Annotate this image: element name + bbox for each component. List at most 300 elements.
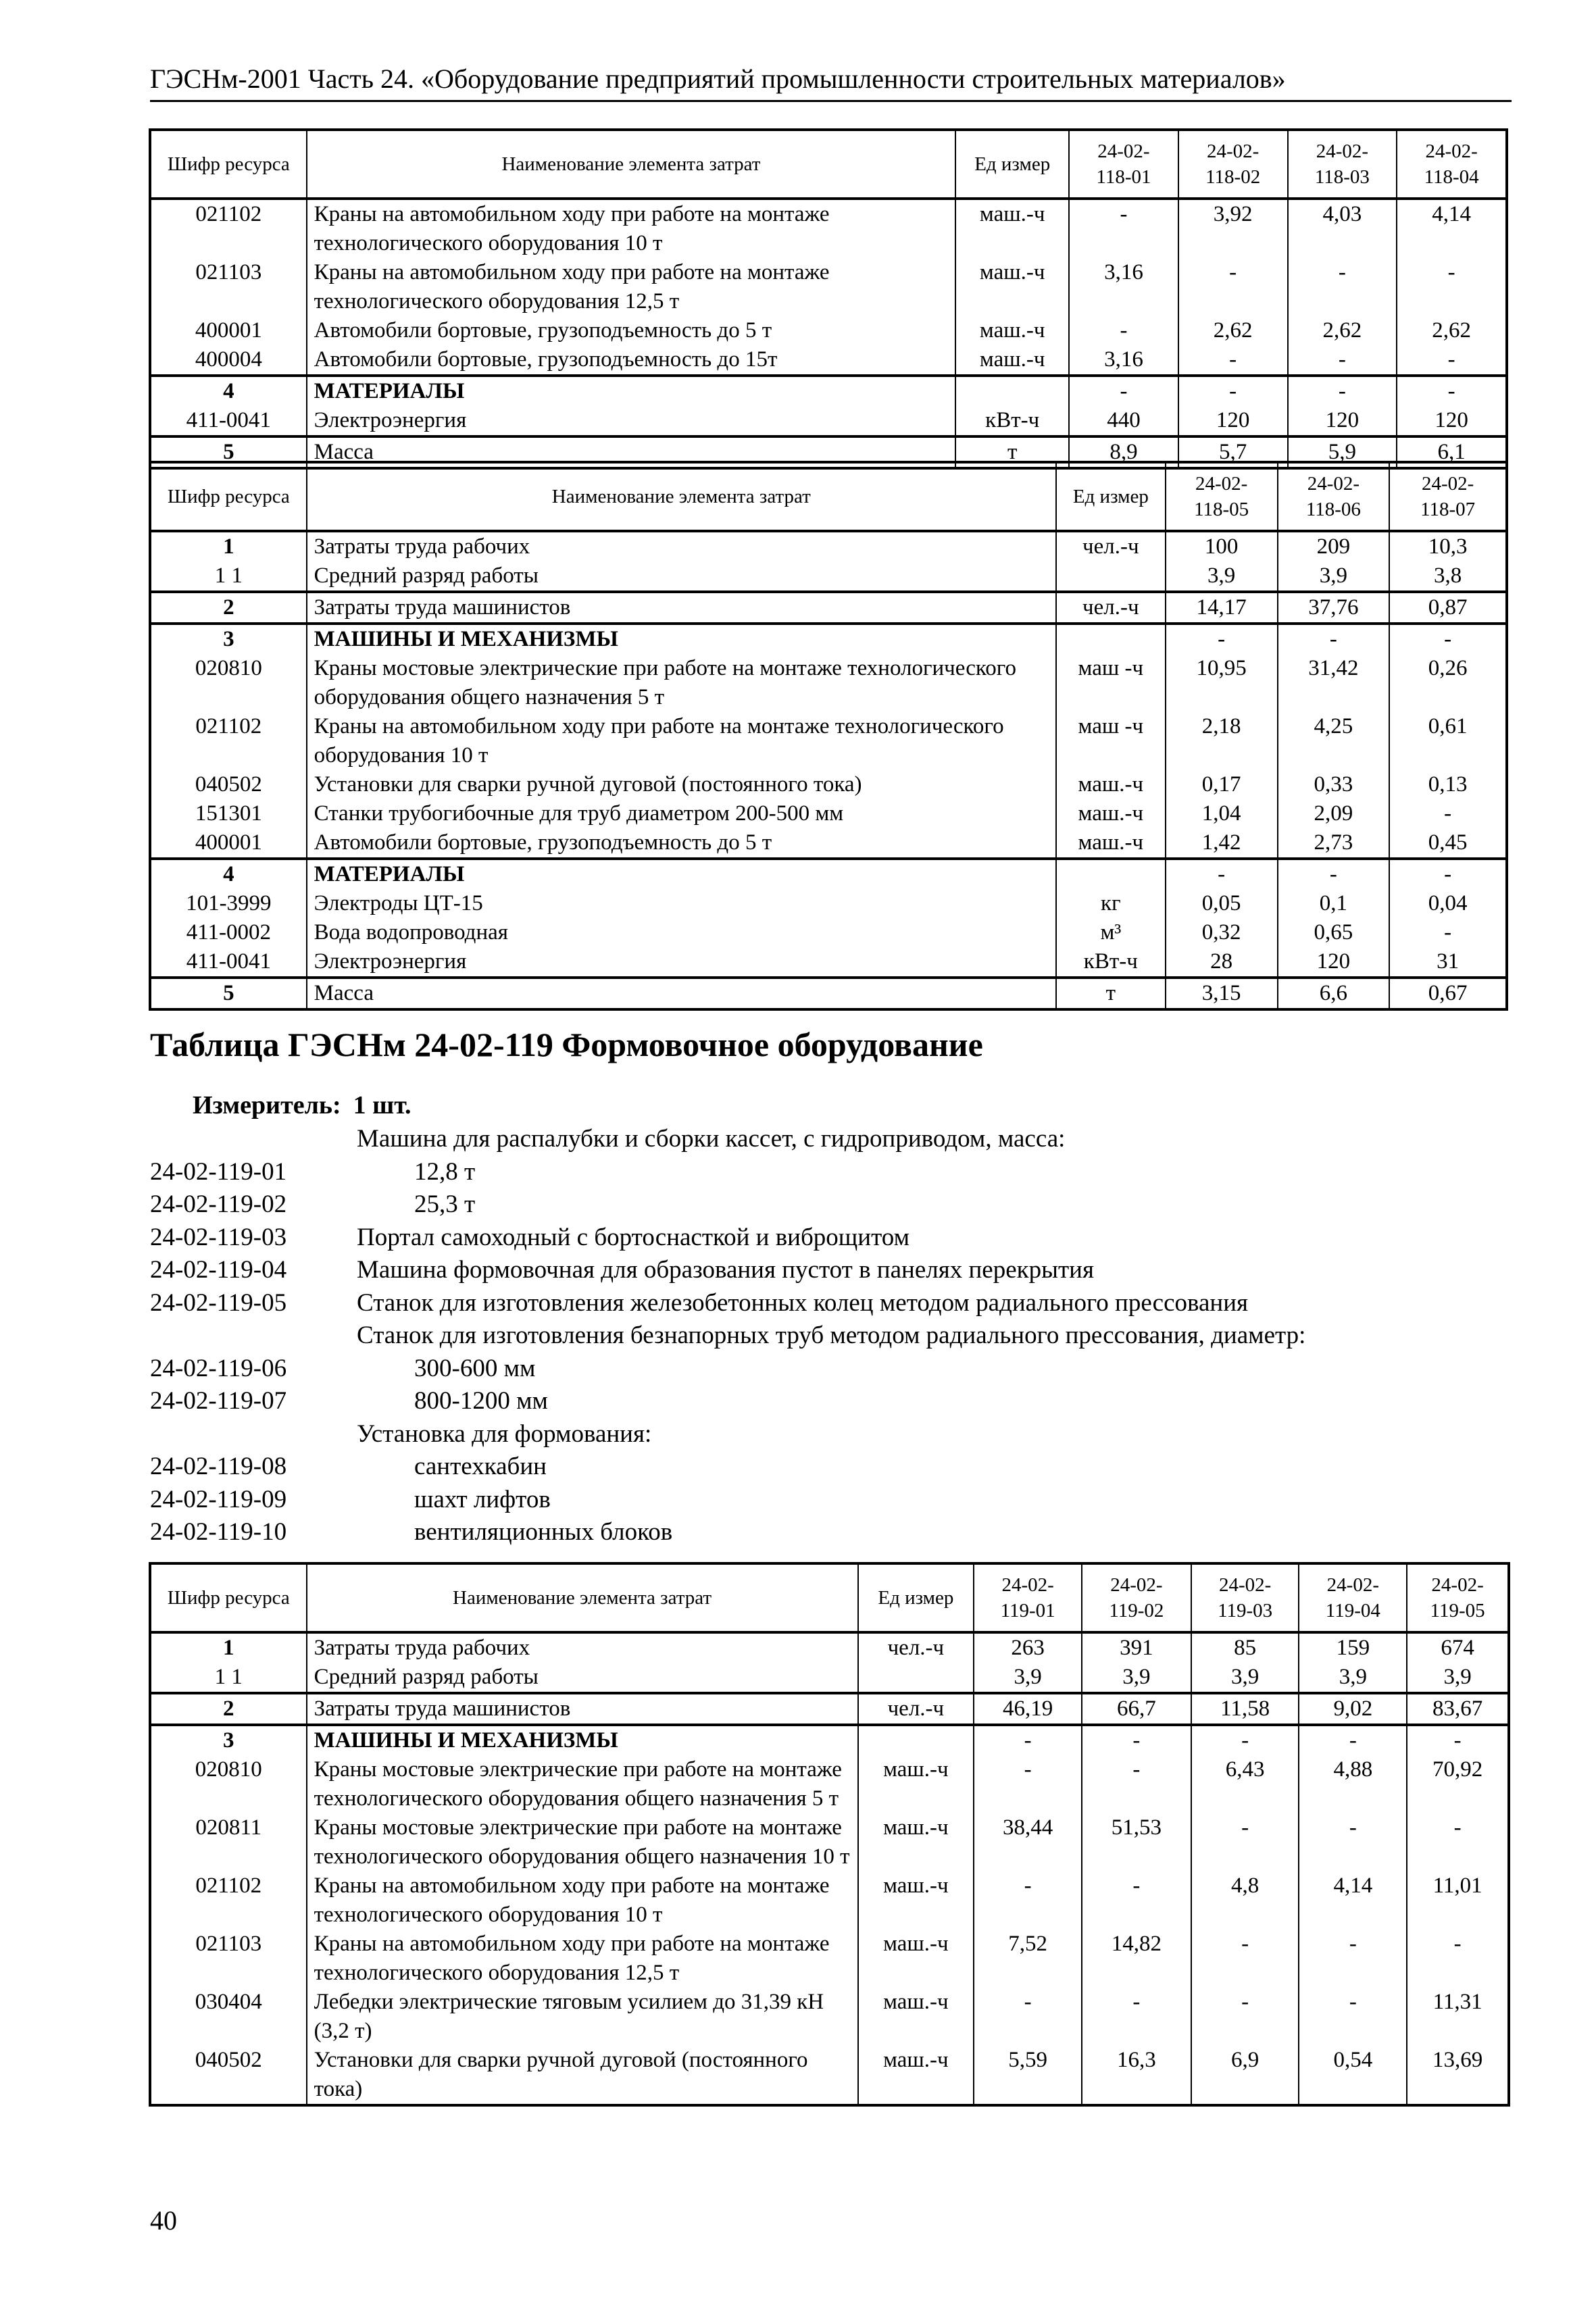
resource-value: 120 — [1288, 406, 1397, 436]
resource-value: 391 — [1082, 1632, 1191, 1663]
resource-table-118-05-07 — [149, 461, 1508, 1011]
resource-value: 3,9 — [1299, 1663, 1407, 1693]
header-norm-col: 24-02- 118-05 — [1166, 462, 1278, 531]
resource-value: 3,9 — [1082, 1663, 1191, 1693]
resource-value: 8,9 — [1069, 436, 1178, 468]
resource-code: 021103 — [150, 258, 307, 316]
section-title: Таблица ГЭСНм 24-02-119 Формовочное оборудование — [150, 1026, 983, 1063]
resource-value: 4,8 — [1191, 1871, 1299, 1930]
resource-name: Краны мостовые электрические при работе на монтаже технологического оборудования общего назначения 10 т — [307, 1813, 858, 1871]
resource-unit — [858, 1725, 974, 1755]
header-norm-col: 24-02- 118-01 — [1069, 130, 1178, 199]
list-item — [150, 1484, 1501, 1517]
resource-value: 46,19 — [974, 1693, 1082, 1725]
resource-value: - — [1191, 1930, 1299, 1988]
item-code: 24-02-119-05 — [150, 1288, 287, 1317]
resource-value: 3,16 — [1069, 345, 1178, 376]
resource-table-119-01-05 — [149, 1562, 1510, 2107]
resource-code: 021102 — [150, 199, 307, 258]
resource-value: 1,04 — [1166, 799, 1278, 828]
table-row — [150, 799, 1507, 828]
item-code: 24-02-119-04 — [150, 1256, 287, 1284]
resource-value: 13,69 — [1407, 2046, 1509, 2105]
table-row — [150, 828, 1507, 859]
header-norm-col: 24-02- 118-07 — [1389, 462, 1507, 531]
resource-code: 411-0041 — [150, 406, 307, 436]
resource-name: Установки для сварки ручной дуговой (постоянного тока) — [307, 770, 1056, 799]
resource-value: 31,42 — [1278, 654, 1390, 712]
resource-name: Краны на автомобильном ходу при работе на монтаже технологического оборудования 10 т — [307, 199, 956, 258]
resource-code: 021102 — [150, 1871, 307, 1930]
norm-items-list — [150, 1123, 1501, 1549]
resource-value: - — [974, 1755, 1082, 1813]
list-item — [150, 1222, 1501, 1255]
measure-value: 1 шт. — [353, 1091, 412, 1120]
resource-name: Краны мостовые электрические при работе на монтаже технологического оборудования общего назначения 5 т — [307, 1755, 858, 1813]
resource-value: 440 — [1069, 406, 1178, 436]
resource-value: - — [1166, 624, 1278, 654]
resource-value: - — [1407, 1813, 1509, 1871]
resource-value: 5,59 — [974, 2046, 1082, 2105]
resource-code: 1 — [150, 531, 307, 561]
item-text: 300-600 мм — [414, 1354, 536, 1382]
resource-value: 1,42 — [1166, 828, 1278, 859]
resource-value: 3,92 — [1178, 199, 1288, 258]
table-row — [150, 316, 1507, 345]
header-code: Шифр ресурса — [150, 130, 307, 199]
item-text: Портал самоходный с бортоснасткой и виброщитом — [357, 1223, 909, 1251]
resource-value: 100 — [1166, 531, 1278, 561]
list-item — [150, 1353, 1501, 1386]
resource-unit: чел.-ч — [1056, 592, 1166, 624]
item-code: 24-02-119-01 — [150, 1157, 287, 1186]
resource-unit — [858, 1663, 974, 1693]
resource-value: - — [974, 1871, 1082, 1930]
resource-value: 4,03 — [1288, 199, 1397, 258]
resource-value: 0,13 — [1389, 770, 1507, 799]
resource-value: - — [1278, 859, 1390, 889]
resource-value: 0,05 — [1166, 889, 1278, 918]
resource-value: 10,95 — [1166, 654, 1278, 712]
resource-value: 120 — [1178, 406, 1288, 436]
resource-code: 4 — [150, 376, 307, 406]
resource-value: 3,8 — [1389, 561, 1507, 592]
resource-value: 2,73 — [1278, 828, 1390, 859]
list-item — [150, 1123, 1501, 1156]
header-norm-col: 24-02- 119-03 — [1191, 1563, 1299, 1632]
resource-value: - — [974, 1988, 1082, 2046]
resource-value: - — [1407, 1725, 1509, 1755]
table-row — [150, 947, 1507, 978]
resource-code: 040502 — [150, 2046, 307, 2105]
header-norm-col: 24-02- 118-06 — [1278, 462, 1390, 531]
header-name: Наименование элемента затрат — [307, 1563, 858, 1632]
measure-label: Измеритель: — [193, 1091, 341, 1120]
resource-code: 5 — [150, 978, 307, 1009]
resource-name: МАТЕРИАЛЫ — [307, 376, 956, 406]
resource-value: 2,62 — [1178, 316, 1288, 345]
header-unit: Ед измер — [955, 130, 1069, 199]
table-row — [150, 712, 1507, 770]
resource-name: Электроды ЦТ-15 — [307, 889, 1056, 918]
header-norm-col: 24-02- 119-04 — [1299, 1563, 1407, 1632]
resource-value: - — [1278, 624, 1390, 654]
list-item — [150, 1451, 1501, 1484]
resource-value: - — [1191, 1813, 1299, 1871]
resource-value: 14,82 — [1082, 1930, 1191, 1988]
resource-value: - — [1288, 376, 1397, 406]
resource-value: 51,53 — [1082, 1813, 1191, 1871]
resource-name: Масса — [307, 436, 956, 468]
resource-name: Затраты труда рабочих — [307, 531, 1056, 561]
resource-value: 0,32 — [1166, 918, 1278, 947]
resource-value: 28 — [1166, 947, 1278, 978]
resource-unit: т — [1056, 978, 1166, 1009]
resource-value: - — [1082, 1725, 1191, 1755]
resource-value: - — [1191, 1988, 1299, 2046]
resource-value: 5,7 — [1178, 436, 1288, 468]
resource-unit: маш.-ч — [1056, 799, 1166, 828]
resource-value: - — [1397, 258, 1507, 316]
resource-value: 0,65 — [1278, 918, 1390, 947]
resource-value: 120 — [1278, 947, 1390, 978]
header-norm-col: 24-02- 119-01 — [974, 1563, 1082, 1632]
resource-unit: маш -ч — [1056, 654, 1166, 712]
resource-name: Автомобили бортовые, грузоподъемность до 5 т — [307, 828, 1056, 859]
resource-value: 4,14 — [1397, 199, 1507, 258]
resource-name: Автомобили бортовые, грузоподъемность до 15т — [307, 345, 956, 376]
resource-code: 2 — [150, 592, 307, 624]
resource-value: 3,9 — [1407, 1663, 1509, 1693]
resource-code: 400004 — [150, 345, 307, 376]
resource-name: Краны на автомобильном ходу при работе на монтаже технологического оборудования 12,5 т — [307, 1930, 858, 1988]
resource-value: 5,9 — [1288, 436, 1397, 468]
resource-value: 2,18 — [1166, 712, 1278, 770]
resource-unit: т — [955, 436, 1069, 468]
table-row — [150, 1755, 1509, 1813]
resource-value: 0,26 — [1389, 654, 1507, 712]
resource-value: 9,02 — [1299, 1693, 1407, 1725]
resource-unit: маш -ч — [1056, 712, 1166, 770]
resource-value: 16,3 — [1082, 2046, 1191, 2105]
header-norm-col: 24-02- 118-02 — [1178, 130, 1288, 199]
resource-value: 0,61 — [1389, 712, 1507, 770]
resource-unit — [1056, 561, 1166, 592]
resource-value: - — [1178, 258, 1288, 316]
resource-value: 3,9 — [1166, 561, 1278, 592]
resource-value: - — [1288, 258, 1397, 316]
resource-value: 37,76 — [1278, 592, 1390, 624]
resource-value: - — [1069, 376, 1178, 406]
resource-code: 021103 — [150, 1930, 307, 1988]
table-row — [150, 592, 1507, 624]
list-item — [150, 1516, 1501, 1549]
resource-name: Масса — [307, 978, 1056, 1009]
table-row — [150, 2046, 1509, 2105]
resource-unit — [1056, 624, 1166, 654]
resource-value: 3,9 — [1191, 1663, 1299, 1693]
resource-name: Затраты труда машинистов — [307, 592, 1056, 624]
resource-value: 6,6 — [1278, 978, 1390, 1009]
item-text: 800-1200 мм — [414, 1387, 548, 1415]
header-norm-col: 24-02- 119-02 — [1082, 1563, 1191, 1632]
resource-value: - — [1166, 859, 1278, 889]
resource-value: - — [1069, 199, 1178, 258]
list-item — [150, 1287, 1501, 1320]
resource-value: 11,01 — [1407, 1871, 1509, 1930]
resource-value: 263 — [974, 1632, 1082, 1663]
resource-value: - — [1397, 376, 1507, 406]
resource-code: 3 — [150, 1725, 307, 1755]
resource-value: - — [1082, 1871, 1191, 1930]
resource-name: Затраты труда машинистов — [307, 1693, 858, 1725]
resource-name: Краны на автомобильном ходу при работе на монтаже технологического оборудования 12,5 т — [307, 258, 956, 316]
resource-name: Краны на автомобильном ходу при работе на монтаже технологического оборудования 10 т — [307, 712, 1056, 770]
resource-unit — [1056, 859, 1166, 889]
resource-value: - — [1407, 1930, 1509, 1988]
item-code: 24-02-119-08 — [150, 1453, 287, 1480]
resource-value: 0,33 — [1278, 770, 1390, 799]
resource-code: 1 1 — [150, 1663, 307, 1693]
resource-name: Краны на автомобильном ходу при работе на монтаже технологического оборудования 10 т — [307, 1871, 858, 1930]
resource-value: 7,52 — [974, 1930, 1082, 1988]
resource-code: 020810 — [150, 654, 307, 712]
item-text: вентиляционных блоков — [414, 1518, 673, 1546]
resource-code: 020811 — [150, 1813, 307, 1871]
resource-value: - — [1397, 345, 1507, 376]
item-text: 12,8 т — [414, 1157, 476, 1186]
resource-value: 11,58 — [1191, 1693, 1299, 1725]
table-row — [150, 654, 1507, 712]
resource-value: - — [1299, 1930, 1407, 1988]
resource-value: 2,62 — [1288, 316, 1397, 345]
item-code: 24-02-119-02 — [150, 1190, 287, 1218]
resource-value: - — [1389, 624, 1507, 654]
resource-value: 159 — [1299, 1632, 1407, 1663]
resource-value: 66,7 — [1082, 1693, 1191, 1725]
resource-unit: маш.-ч — [858, 1988, 974, 2046]
resource-value: 70,92 — [1407, 1755, 1509, 1813]
resource-name: МАШИНЫ И МЕХАНИЗМЫ — [307, 1725, 858, 1755]
list-item — [150, 1254, 1501, 1287]
resource-name: Лебедки электрические тяговым усилием до 31,39 кН (3,2 т) — [307, 1988, 858, 2046]
resource-code: 1 — [150, 1632, 307, 1663]
item-text: шахт лифтов — [414, 1485, 551, 1513]
item-code: 24-02-119-06 — [150, 1354, 287, 1382]
resource-unit: кВт-ч — [1056, 947, 1166, 978]
resource-code: 101-3999 — [150, 889, 307, 918]
table-row — [150, 1930, 1509, 1988]
resource-value: - — [1299, 1813, 1407, 1871]
resource-value: 209 — [1278, 531, 1390, 561]
resource-unit — [955, 376, 1069, 406]
resource-unit: маш.-ч — [858, 2046, 974, 2105]
resource-code: 5 — [150, 436, 307, 468]
table-row — [150, 531, 1507, 561]
resource-unit: маш.-ч — [955, 316, 1069, 345]
resource-value: - — [1389, 859, 1507, 889]
resource-unit: маш.-ч — [955, 345, 1069, 376]
table-row — [150, 1988, 1509, 2046]
item-code — [150, 1123, 357, 1156]
resource-unit: маш.-ч — [858, 1930, 974, 1988]
resource-unit: кг — [1056, 889, 1166, 918]
resource-value: 3,15 — [1166, 978, 1278, 1009]
resource-unit: чел.-ч — [858, 1632, 974, 1663]
table-row — [150, 624, 1507, 654]
header-norm-col: 24-02- 119-05 — [1407, 1563, 1509, 1632]
page-number: 40 — [150, 2205, 177, 2236]
resource-name: Электроэнергия — [307, 406, 956, 436]
header-code: Шифр ресурса — [150, 1563, 307, 1632]
item-text: Станок для изготовления безнапорных труб методом радиального прессования, диаметр: — [357, 1322, 1306, 1349]
header-unit: Ед измер — [858, 1563, 974, 1632]
table-row — [150, 1871, 1509, 1930]
resource-value: 120 — [1397, 406, 1507, 436]
table-row — [150, 859, 1507, 889]
resource-value: 0,67 — [1389, 978, 1507, 1009]
header-norm-col: 24-02- 118-04 — [1397, 130, 1507, 199]
resource-value: - — [1389, 799, 1507, 828]
resource-value: 83,67 — [1407, 1693, 1509, 1725]
resource-value: - — [1178, 376, 1288, 406]
table-row — [150, 1663, 1509, 1693]
resource-unit: маш.-ч — [955, 199, 1069, 258]
resource-value: 3,9 — [1278, 561, 1390, 592]
resource-unit: маш.-ч — [955, 258, 1069, 316]
resource-value: 0,54 — [1299, 2046, 1407, 2105]
resource-code: 400001 — [150, 828, 307, 859]
resource-name: МАТЕРИАЛЫ — [307, 859, 1056, 889]
table-row — [150, 199, 1507, 258]
table-row — [150, 1693, 1509, 1725]
table-row — [150, 258, 1507, 316]
resource-unit: маш.-ч — [858, 1871, 974, 1930]
resource-value: 38,44 — [974, 1813, 1082, 1871]
table-row — [150, 918, 1507, 947]
resource-code: 3 — [150, 624, 307, 654]
item-code: 24-02-119-10 — [150, 1518, 287, 1546]
item-code — [150, 1418, 357, 1451]
resource-value: - — [1082, 1988, 1191, 2046]
resource-unit: маш.-ч — [858, 1813, 974, 1871]
item-code: 24-02-119-03 — [150, 1223, 287, 1251]
resource-value: 11,31 — [1407, 1988, 1509, 2046]
list-item — [150, 1319, 1501, 1353]
resource-value: 3,16 — [1069, 258, 1178, 316]
header-norm-col: 24-02- 118-03 — [1288, 130, 1397, 199]
resource-name: Электроэнергия — [307, 947, 1056, 978]
resource-name: Средний разряд работы — [307, 1663, 858, 1693]
resource-value: - — [1389, 918, 1507, 947]
list-item — [150, 1188, 1501, 1222]
measure-unit — [193, 1089, 412, 1122]
item-text: Машина формовочная для образования пустот в панелях перекрытия — [357, 1256, 1094, 1284]
resource-value: 2,09 — [1278, 799, 1390, 828]
resource-name: МАШИНЫ И МЕХАНИЗМЫ — [307, 624, 1056, 654]
table-row — [150, 889, 1507, 918]
item-text: Установка для формования: — [357, 1419, 652, 1448]
resource-unit: м³ — [1056, 918, 1166, 947]
resource-value: 0,1 — [1278, 889, 1390, 918]
resource-code: 2 — [150, 1693, 307, 1725]
resource-code: 151301 — [150, 799, 307, 828]
resource-unit: маш.-ч — [858, 1755, 974, 1813]
header-name: Наименование элемента затрат — [307, 462, 1056, 531]
table-row — [150, 1725, 1509, 1755]
resource-value: 0,04 — [1389, 889, 1507, 918]
resource-unit: кВт-ч — [955, 406, 1069, 436]
resource-code: 1 1 — [150, 561, 307, 592]
resource-value: - — [1069, 316, 1178, 345]
table-row — [150, 770, 1507, 799]
resource-unit: чел.-ч — [1056, 531, 1166, 561]
resource-code: 400001 — [150, 316, 307, 345]
resource-value: - — [1288, 345, 1397, 376]
list-item — [150, 1385, 1501, 1418]
table-row — [150, 406, 1507, 436]
resource-value: 14,17 — [1166, 592, 1278, 624]
header-code: Шифр ресурса — [150, 462, 307, 531]
resource-name: Затраты труда рабочих — [307, 1632, 858, 1663]
resource-value: 3,9 — [974, 1663, 1082, 1693]
resource-value: 31 — [1389, 947, 1507, 978]
resource-code: 040502 — [150, 770, 307, 799]
item-code: 24-02-119-07 — [150, 1387, 287, 1415]
item-code: 24-02-119-09 — [150, 1485, 287, 1513]
table-row — [150, 561, 1507, 592]
resource-value: 4,25 — [1278, 712, 1390, 770]
resource-unit: маш.-ч — [1056, 770, 1166, 799]
resource-name: Средний разряд работы — [307, 561, 1056, 592]
resource-value: - — [1178, 345, 1288, 376]
resource-value: 6,1 — [1397, 436, 1507, 468]
resource-value: - — [1191, 1725, 1299, 1755]
table-row — [150, 1813, 1509, 1871]
resource-value: - — [1082, 1755, 1191, 1813]
resource-code: 020810 — [150, 1755, 307, 1813]
resource-value: 4,88 — [1299, 1755, 1407, 1813]
table-row — [150, 345, 1507, 376]
resource-code: 021102 — [150, 712, 307, 770]
resource-value: 10,3 — [1389, 531, 1507, 561]
resource-value: 6,9 — [1191, 2046, 1299, 2105]
header-name: Наименование элемента затрат — [307, 130, 956, 199]
resource-table-118-01-04 — [149, 128, 1508, 470]
item-code — [150, 1319, 357, 1353]
list-item — [150, 1156, 1501, 1189]
resource-unit: маш.-ч — [1056, 828, 1166, 859]
item-text: 25,3 т — [414, 1190, 476, 1218]
resource-code: 411-0002 — [150, 918, 307, 947]
table-row — [150, 376, 1507, 406]
resource-name: Станки трубогибочные для труб диаметром 200-500 мм — [307, 799, 1056, 828]
list-item — [150, 1418, 1501, 1451]
resource-value: 85 — [1191, 1632, 1299, 1663]
resource-name: Вода водопроводная — [307, 918, 1056, 947]
resource-unit: чел.-ч — [858, 1693, 974, 1725]
resource-value: - — [974, 1725, 1082, 1755]
resource-value: 0,17 — [1166, 770, 1278, 799]
resource-value: 674 — [1407, 1632, 1509, 1663]
resource-value: 6,43 — [1191, 1755, 1299, 1813]
item-text: Машина для распалубки и сборки кассет, с гидроприводом, масса: — [357, 1125, 1066, 1153]
item-text: Станок для изготовления железобетонных колец методом радиального прессования — [357, 1288, 1249, 1317]
resource-value: 2,62 — [1397, 316, 1507, 345]
resource-value: - — [1299, 1988, 1407, 2046]
resource-code: 411-0041 — [150, 947, 307, 978]
resource-value: 0,45 — [1389, 828, 1507, 859]
